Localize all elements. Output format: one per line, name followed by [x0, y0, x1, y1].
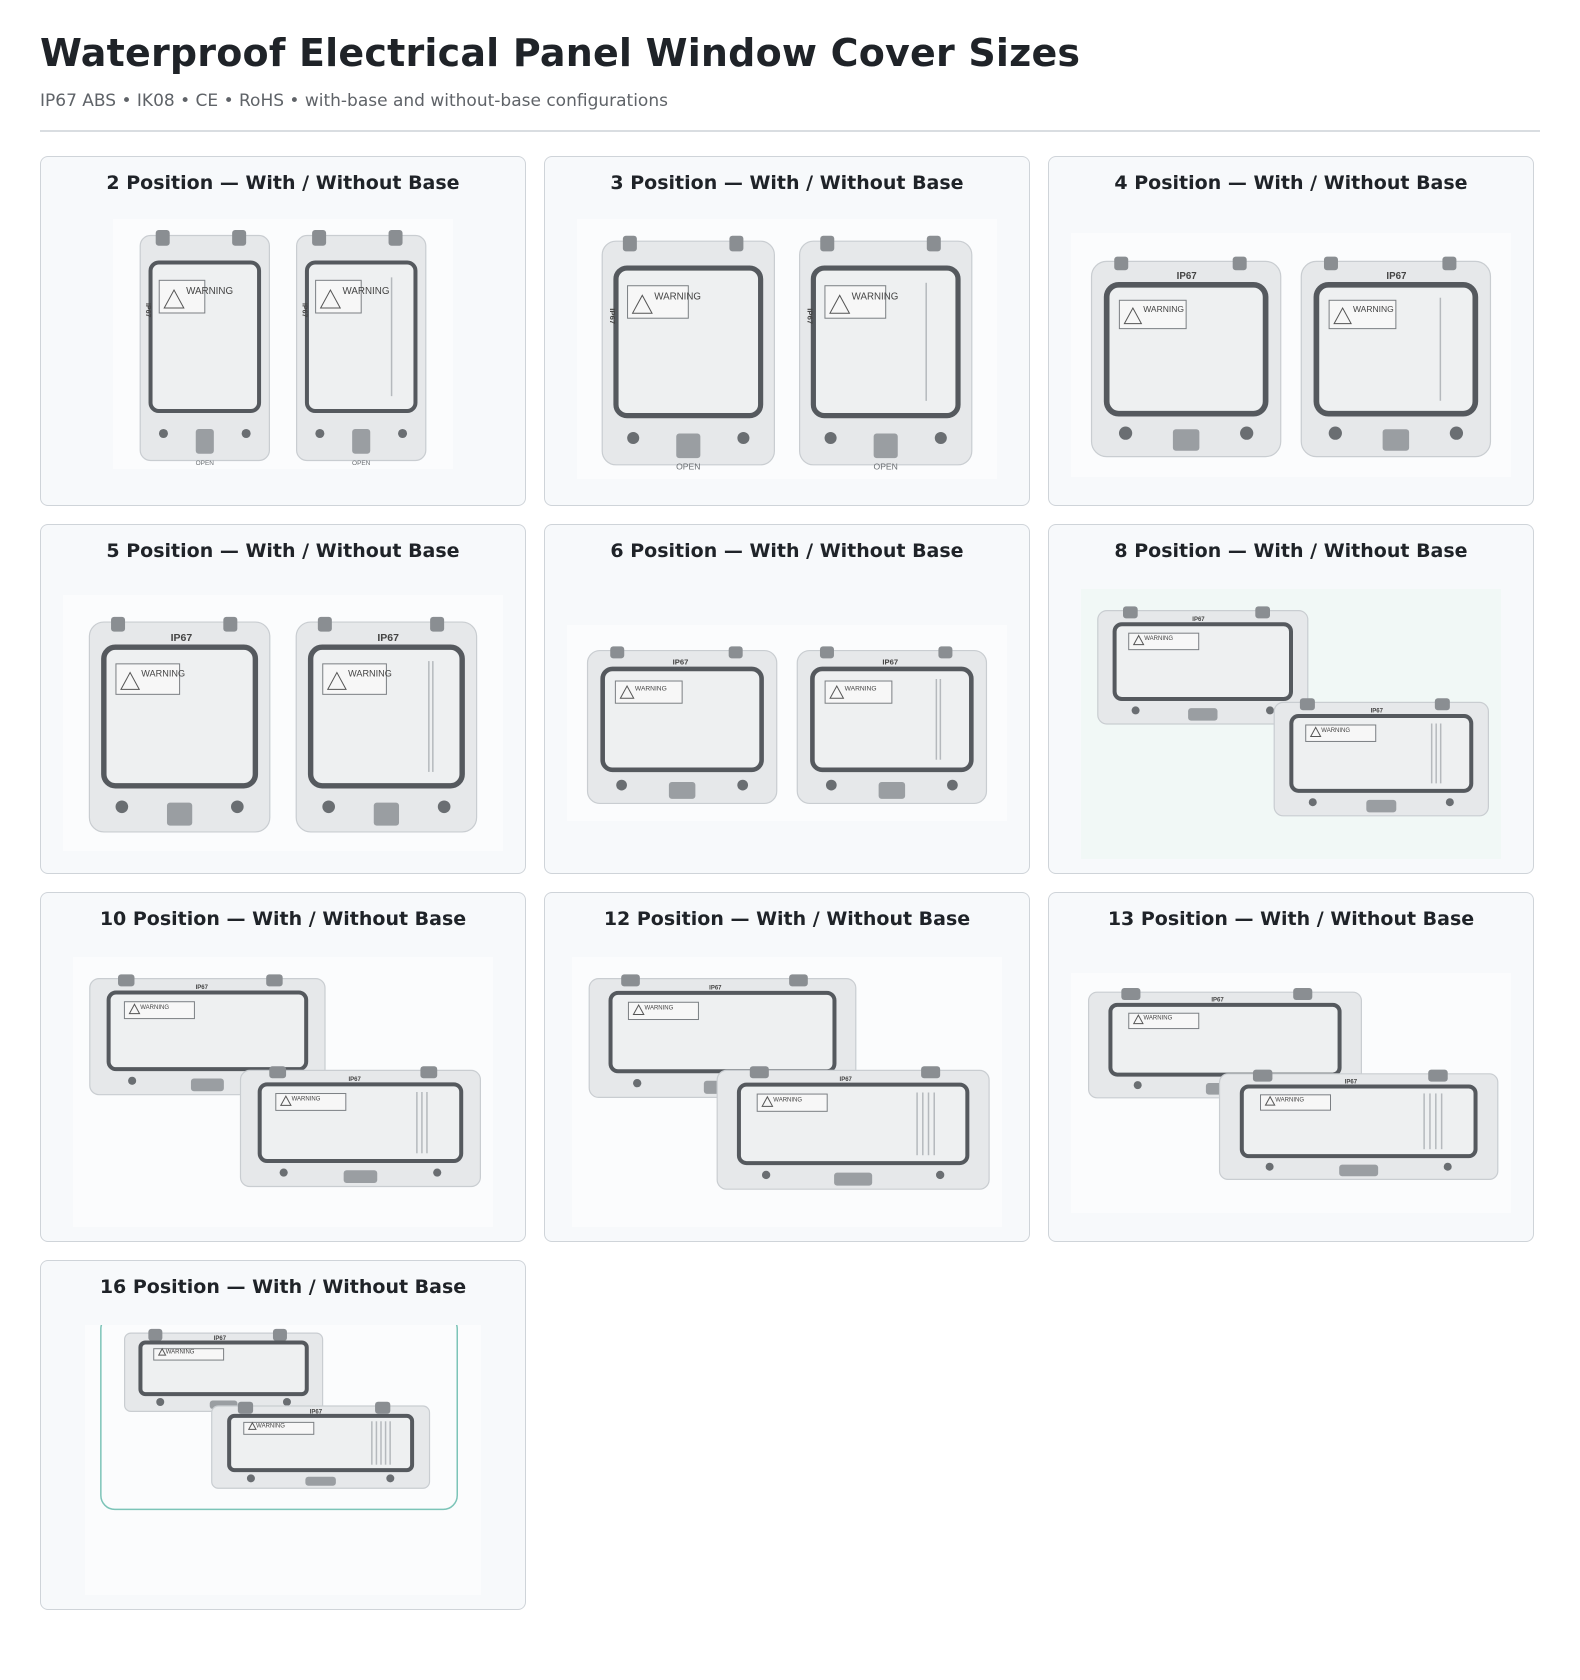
product-illustration [567, 625, 1007, 821]
card-title: 16 Position — With / Without Base [99, 1276, 467, 1298]
ip-rating-text: IP67 [1176, 270, 1197, 282]
screw [116, 800, 129, 813]
product-card-16[interactable] [40, 1260, 526, 1610]
screw [737, 432, 749, 444]
screw [1240, 427, 1253, 440]
product-photo [63, 595, 503, 851]
product-illustration [113, 219, 453, 469]
warning-text: WARNING [186, 286, 234, 298]
ip-rating-text: IP67 [672, 657, 689, 667]
latch [1383, 429, 1409, 450]
ip-rating-text: IP67 [213, 1336, 227, 1343]
warning-text: WARNING [851, 291, 899, 303]
latch [191, 1078, 224, 1091]
hinge [420, 1066, 437, 1078]
hinge [921, 1066, 940, 1078]
hinge [750, 1066, 769, 1078]
hinge [789, 974, 808, 986]
latch [1339, 1165, 1378, 1177]
screw [1132, 706, 1140, 714]
cover-without-base [296, 617, 476, 832]
product-card-10[interactable] [40, 892, 526, 1242]
latch [344, 1170, 378, 1183]
product-card-8[interactable] [1048, 524, 1534, 874]
warning-text: WARNING [141, 668, 186, 679]
screw [156, 1398, 164, 1406]
hinge [232, 230, 246, 246]
warning-text: WARNING [634, 685, 667, 693]
product-photo [113, 219, 453, 469]
hinge [621, 974, 640, 986]
hinge [1293, 988, 1312, 1000]
warning-text: WARNING [1143, 1015, 1173, 1022]
cover-with-base [89, 617, 269, 832]
cover-with-base [588, 646, 777, 803]
product-card-4[interactable] [1048, 156, 1534, 506]
page-subtitle: IP67 ABS • IK08 • CE • RoHS • with-base and without-base configurations [40, 91, 668, 111]
screw [386, 1474, 394, 1482]
screw [825, 432, 837, 444]
cover-without-base [240, 1066, 480, 1186]
hinge [375, 1402, 390, 1414]
hinge [1255, 606, 1270, 618]
ip-rating-text: IP67 [1211, 997, 1224, 1004]
cover-without-base [297, 230, 426, 467]
screw [322, 800, 335, 813]
ip-rating-text: IP67 [1192, 616, 1205, 623]
screw [1266, 1163, 1274, 1171]
cover-with-base [602, 236, 774, 472]
hinge [729, 646, 743, 658]
screw [633, 1079, 641, 1087]
product-card-13[interactable] [1048, 892, 1534, 1242]
hinge [1114, 257, 1128, 271]
screw [1444, 1163, 1452, 1171]
cover-without-base [717, 1066, 989, 1189]
cover-without-base [212, 1402, 430, 1488]
product-photo [1071, 973, 1511, 1213]
open-label: OPEN [873, 461, 898, 472]
hinge [269, 1066, 286, 1078]
ip-rating-text: IP67 [1370, 708, 1383, 715]
screw [283, 1398, 291, 1406]
hinge [1428, 1070, 1447, 1082]
screw [616, 780, 627, 791]
hinge [238, 1402, 253, 1414]
latch [305, 1477, 335, 1486]
product-card-12[interactable] [544, 892, 1030, 1242]
product-card-2[interactable] [40, 156, 526, 506]
latch [676, 433, 700, 458]
card-title: 2 Position — With / Without Base [106, 172, 460, 194]
screw [1329, 427, 1342, 440]
screw [128, 1077, 136, 1085]
ip-rating-text: IP67 [882, 657, 899, 667]
warning-text: WARNING [342, 286, 390, 298]
hinge [1123, 606, 1138, 618]
warning-text: WARNING [1144, 636, 1174, 643]
page-title: Waterproof Electrical Panel Window Cover Sizes [40, 31, 1081, 75]
latch [374, 803, 399, 826]
hinge [1324, 257, 1338, 271]
screw [280, 1169, 288, 1177]
product-card-5[interactable] [40, 524, 526, 874]
warning-text: WARNING [644, 1005, 674, 1012]
latch [1173, 429, 1199, 450]
latch [352, 429, 370, 454]
open-label: OPEN [195, 460, 214, 467]
divider [40, 130, 1540, 132]
product-illustration [73, 957, 493, 1227]
card-title: 5 Position — With / Without Base [106, 540, 460, 562]
warning-text: WARNING [773, 1097, 803, 1104]
product-photo [73, 957, 493, 1227]
hinge [623, 236, 637, 252]
screw [762, 1171, 770, 1179]
screw [231, 800, 244, 813]
ip-rating-text: IP67 [144, 303, 152, 318]
hinge [273, 1329, 287, 1341]
screw [247, 1474, 255, 1482]
latch [1188, 708, 1217, 720]
screw [947, 780, 958, 791]
latch [874, 433, 898, 458]
card-title: 8 Position — With / Without Base [1114, 540, 1468, 562]
ip-rating-text: IP67 [309, 1409, 323, 1416]
hinge [729, 236, 743, 252]
product-illustration [572, 957, 1002, 1227]
latch [196, 429, 214, 454]
screw [1450, 427, 1463, 440]
product-card-3[interactable] [544, 156, 1030, 506]
product-photo [567, 625, 1007, 821]
ip-rating-text: IP67 [1386, 270, 1407, 282]
warning-text: WARNING [1352, 304, 1394, 315]
hinge [1253, 1070, 1272, 1082]
screw [737, 780, 748, 791]
card-title: 13 Position — With / Without Base [1107, 908, 1475, 930]
hinge [1233, 257, 1247, 271]
cover-with-base [125, 1329, 323, 1412]
product-photo [572, 957, 1002, 1227]
ip-rating-text: IP67 [170, 632, 193, 644]
warning-text: WARNING [844, 685, 877, 693]
warning-text: WARNING [654, 291, 701, 303]
product-illustration [1071, 233, 1511, 477]
screw [1266, 706, 1274, 714]
warning-text: WARNING [1321, 727, 1351, 734]
hinge [318, 617, 332, 632]
screw [627, 432, 639, 444]
hinge [156, 230, 170, 246]
screw [315, 429, 324, 438]
latch [669, 782, 695, 799]
cover-with-base [140, 230, 269, 467]
card-title: 3 Position — With / Without Base [610, 172, 964, 194]
screw [1446, 798, 1454, 806]
hinge [223, 617, 237, 632]
product-grid [40, 156, 1540, 1610]
ip-rating-text: IP67 [300, 303, 308, 318]
ip-rating-text: IP67 [709, 985, 722, 992]
screw [398, 429, 407, 438]
screw [935, 432, 947, 444]
hinge [938, 646, 952, 658]
hinge [820, 236, 834, 252]
product-illustration [1081, 589, 1501, 859]
product-photo [577, 219, 997, 479]
hinge [430, 617, 444, 632]
warning-text: WARNING [291, 1096, 321, 1103]
open-label: OPEN [676, 461, 701, 472]
hinge [1442, 257, 1456, 271]
product-illustration [63, 595, 503, 851]
hinge [111, 617, 125, 632]
warning-text: WARNING [165, 1349, 195, 1356]
hinge [1300, 698, 1315, 710]
product-illustration [85, 1325, 481, 1595]
product-photo [85, 1325, 481, 1595]
warning-text: WARNING [1275, 1097, 1305, 1104]
cover-with-base [1092, 257, 1281, 457]
product-illustration [577, 219, 997, 479]
ip-rating-text: IP67 [348, 1076, 361, 1083]
screw [826, 780, 837, 791]
warning-text: WARNING [348, 668, 392, 679]
cover-without-base [797, 646, 986, 803]
card-title: 12 Position — With / Without Base [603, 908, 971, 930]
ip-rating-text: IP67 [607, 308, 617, 325]
screw [433, 1169, 441, 1177]
card-title: 4 Position — With / Without Base [1114, 172, 1468, 194]
hinge [927, 236, 941, 252]
screw [1309, 798, 1317, 806]
latch [834, 1173, 872, 1186]
ip-rating-text: IP67 [805, 308, 815, 325]
ip-rating-text: IP67 [377, 632, 399, 644]
screw [1134, 1081, 1142, 1089]
hinge [148, 1329, 162, 1341]
hinge [1121, 988, 1140, 1000]
screw [159, 429, 168, 438]
product-card-6[interactable] [544, 524, 1030, 874]
warning-text: WARNING [1143, 304, 1184, 315]
hinge [312, 230, 326, 246]
hinge [610, 646, 624, 658]
cover-without-base [800, 236, 972, 472]
open-label: OPEN [352, 460, 371, 467]
hinge [820, 646, 834, 658]
latch [879, 782, 905, 799]
screw [1119, 427, 1132, 440]
product-photo [1071, 233, 1511, 477]
hinge [389, 230, 403, 246]
warning-text: WARNING [140, 1004, 170, 1011]
cover-without-base [1301, 257, 1490, 457]
ip-rating-text: IP67 [1344, 1079, 1358, 1086]
ip-rating-text: IP67 [839, 1077, 852, 1084]
card-title: 6 Position — With / Without Base [610, 540, 964, 562]
latch [167, 803, 192, 826]
hinge [118, 974, 134, 986]
screw [242, 429, 251, 438]
hinge [1435, 698, 1450, 710]
product-photo [1081, 589, 1501, 859]
cover-without-base [1274, 698, 1488, 816]
screw [438, 800, 451, 813]
ip-rating-text: IP67 [195, 985, 208, 992]
card-title: 10 Position — With / Without Base [99, 908, 467, 930]
hinge [266, 974, 282, 986]
cover-without-base [1220, 1070, 1498, 1180]
product-illustration [1071, 973, 1511, 1213]
screw [936, 1171, 944, 1179]
warning-text: WARNING [256, 1423, 285, 1430]
latch [1366, 800, 1396, 812]
